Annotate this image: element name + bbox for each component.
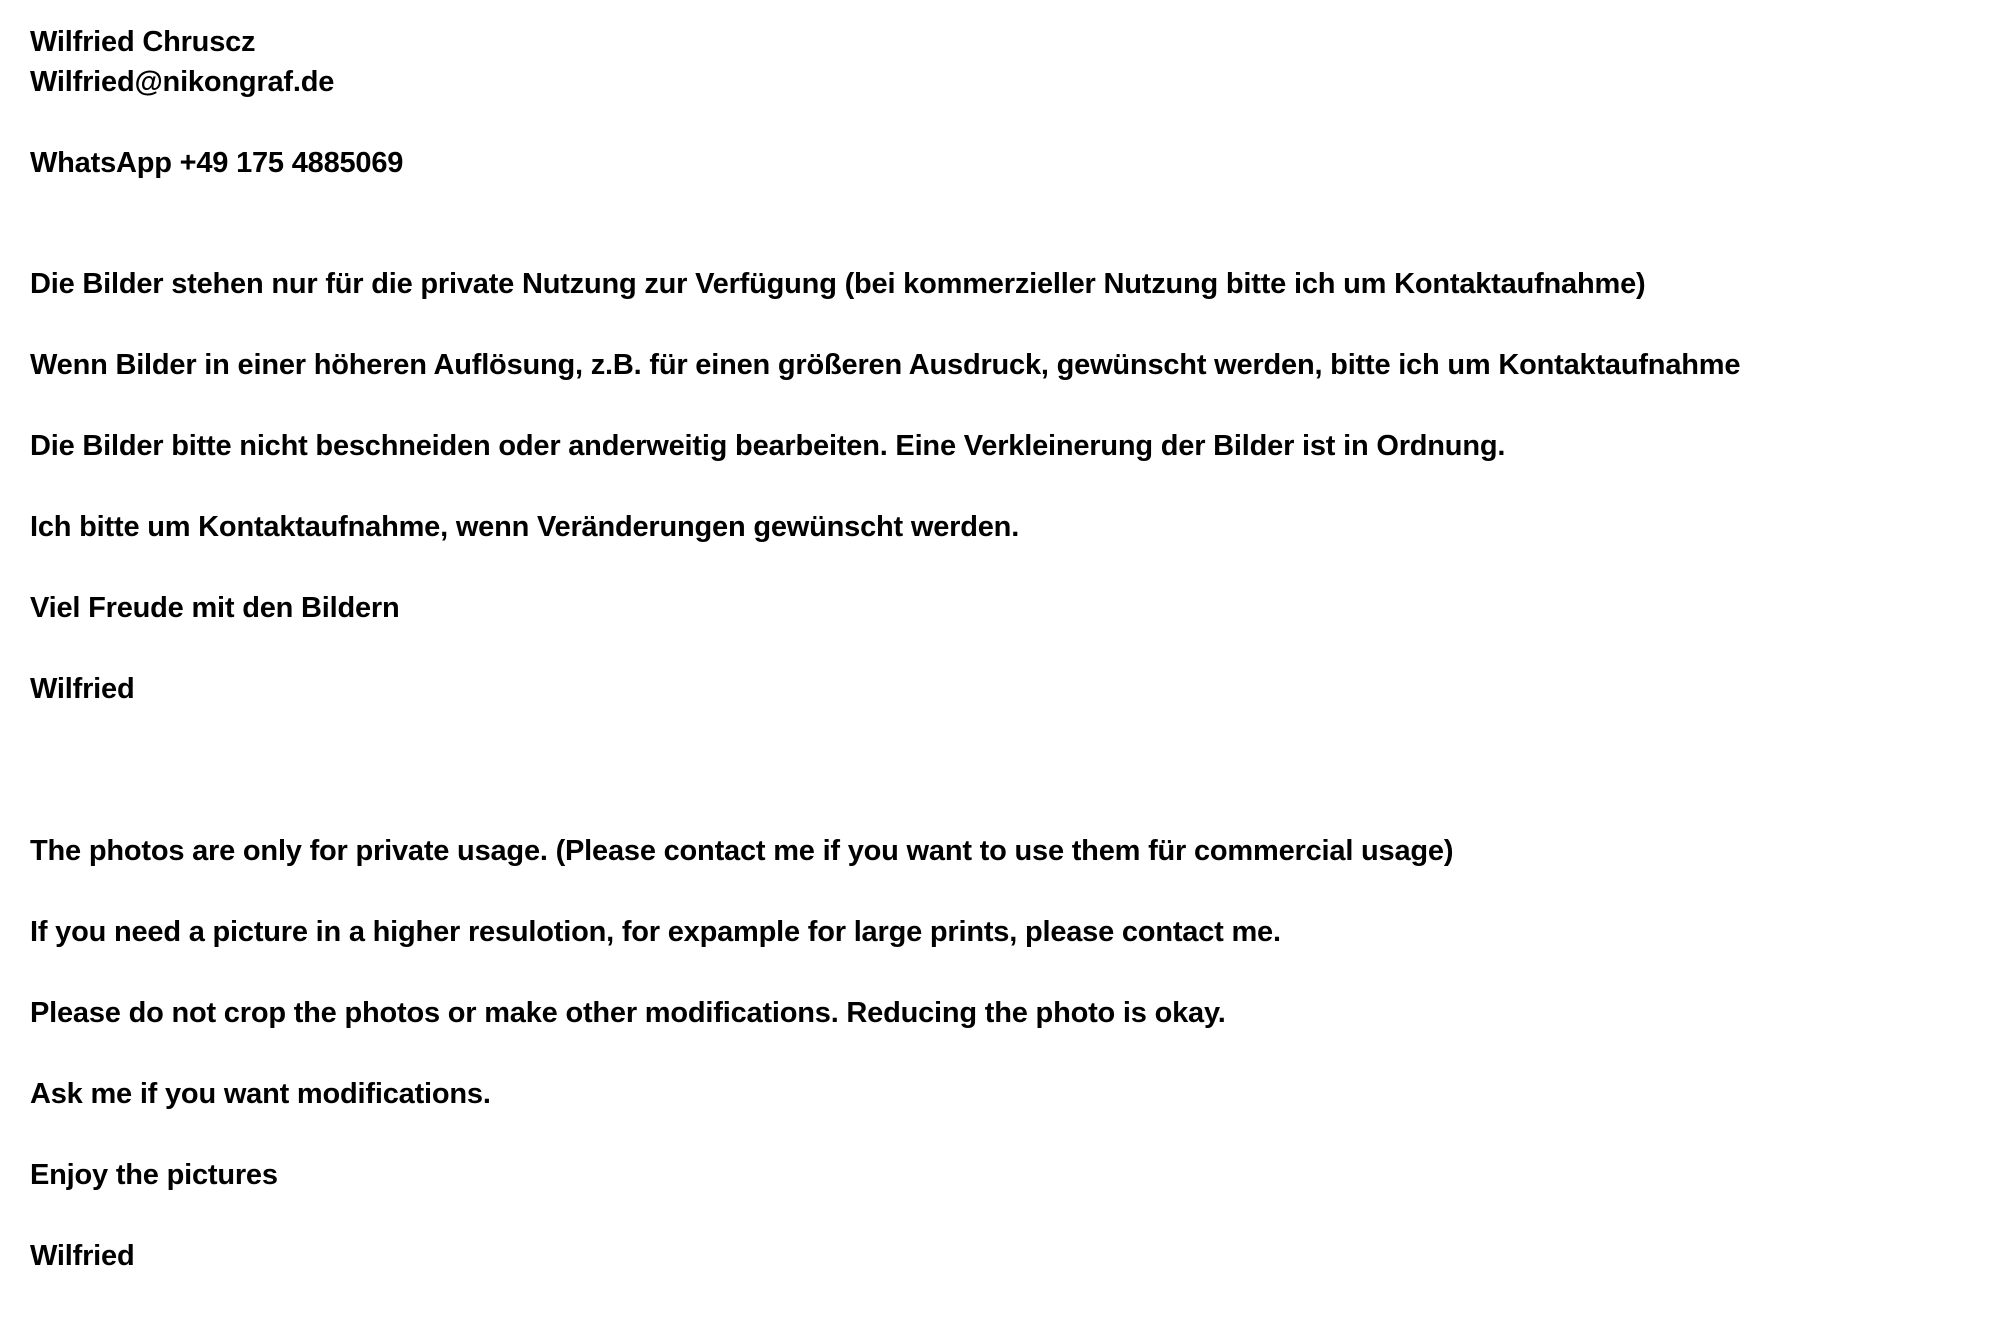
english-changes-notice: Ask me if you want modifications.	[30, 1078, 491, 1110]
german-closing: Viel Freude mit den Bildern	[30, 592, 400, 624]
author-email: Wilfried@nikongraf.de	[30, 66, 335, 98]
german-changes-notice: Ich bitte um Kontaktaufnahme, wenn Veränderungen gewünscht werden.	[30, 511, 1020, 543]
german-signature: Wilfried	[30, 673, 135, 705]
german-usage-notice: Die Bilder stehen nur für die private Nutzung zur Verfügung (bei kommerzieller Nutzung bitte ich um Kontaktaufnahme)	[30, 268, 1646, 300]
english-editing-notice: Please do not crop the photos or make other modifications. Reducing the photo is okay.	[30, 997, 1226, 1029]
english-resolution-notice: If you need a picture in a higher resulotion, for expample for large prints, please contact me.	[30, 916, 1281, 948]
english-closing: Enjoy the pictures	[30, 1159, 278, 1191]
english-signature: Wilfried	[30, 1240, 135, 1272]
german-resolution-notice: Wenn Bilder in einer höheren Auflösung, z.B. für einen größeren Ausdruck, gewünscht werden, bitte ich um Kontaktaufnahme	[30, 349, 1741, 381]
german-editing-notice: Die Bilder bitte nicht beschneiden oder anderweitig bearbeiten. Eine Verkleinerung der Bilder ist in Ordnung.	[30, 430, 1506, 462]
english-usage-notice: The photos are only for private usage. (Please contact me if you want to use them für commercial usage)	[30, 835, 1454, 867]
whatsapp-contact: WhatsApp +49 175 4885069	[30, 147, 404, 179]
author-name: Wilfried Chruscz	[30, 26, 256, 58]
